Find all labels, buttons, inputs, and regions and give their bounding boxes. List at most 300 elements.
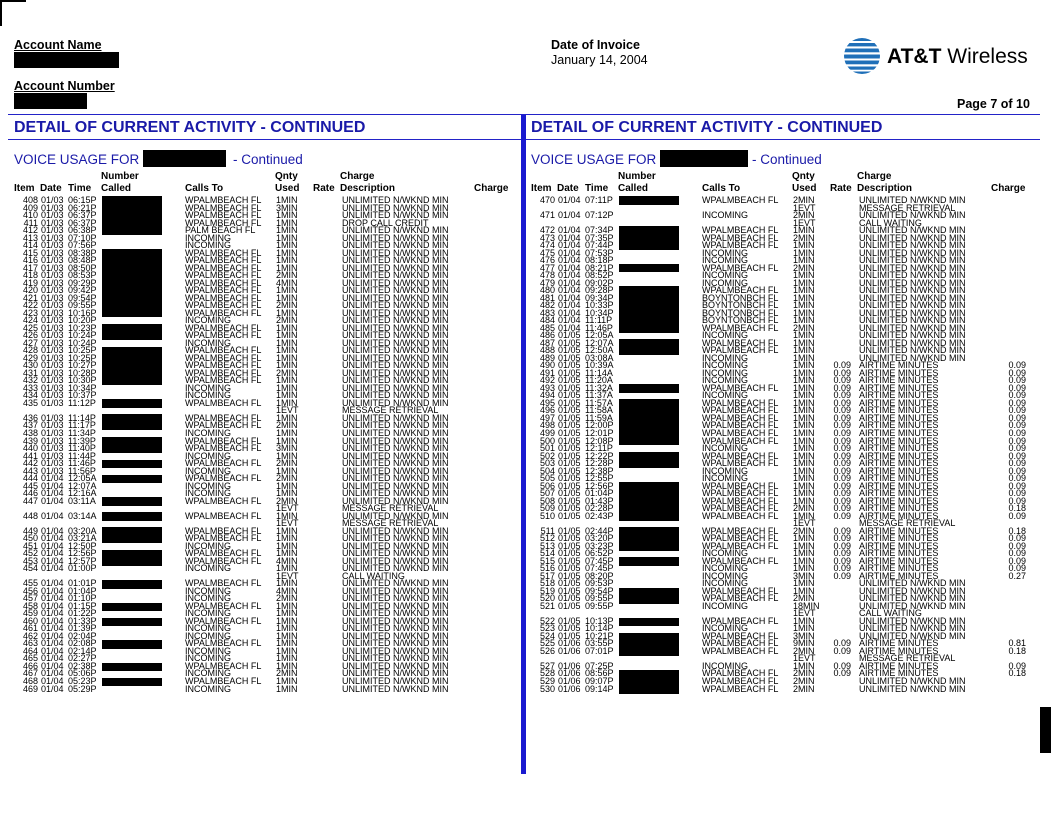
calls-to-cell: INCOMING [702,375,748,386]
qnty-cell: 1MIN [276,292,298,303]
date-cell: 01/04 [41,615,64,626]
qnty-cell: 1MIN [793,533,815,544]
date-cell: 01/05 [558,510,581,521]
time-cell: 01:00P [68,563,97,574]
date-cell: 01/04 [41,533,64,544]
description-cell: UNLIMITED N/WKND MIN [342,352,449,363]
date-cell: 01/03 [41,232,64,243]
item-cell: 415 [22,247,38,258]
time-cell: 11:59A [585,412,613,423]
calls-to-cell: INCOMING [702,210,748,221]
corner-mark [0,0,26,2]
item-cell: 418 [22,270,38,281]
description-cell: UNLIMITED N/WKND MIN [342,232,449,243]
calls-to-cell: WPALMBEACH FL [702,405,779,416]
date-cell: 01/05 [558,330,581,341]
time-cell: 10:16P [68,307,97,318]
date-cell: 01/05 [558,540,581,551]
date-cell: 01/03 [41,247,64,258]
description-cell: AIRTIME MINUTES [859,533,939,544]
col-header-charge: Charge [991,183,1026,194]
calls-to-cell: WPALMBEACH FL [185,435,262,446]
description-cell: AIRTIME MINUTES [859,638,939,649]
calls-to-cell: WPALMBEACH FL [702,412,779,423]
att-globe-icon [843,37,881,75]
calls-to-cell: INCOMING [702,277,748,288]
time-cell: 01:04P [585,488,614,499]
date-cell: 01/05 [558,488,581,499]
calls-to-cell: WPALMBEACH FL [702,540,779,551]
calls-to-cell: WPALMBEACH FL [702,262,779,273]
rate-cell: 0.09 [833,360,851,371]
calls-to-cell: INCOMING [185,488,231,499]
col-header-date: Date [557,183,579,194]
qnty-cell: 1MIN [793,390,815,401]
qnty-cell: 1MIN [793,435,815,446]
description-cell: UNLIMITED N/WKND MIN [342,488,449,499]
charge-cell: 0.09 [1008,473,1026,484]
item-cell: 482 [539,300,555,311]
description-cell: UNLIMITED N/WKND MIN [859,585,966,596]
qnty-cell: 1MIN [793,330,815,341]
item-cell: 498 [539,420,555,431]
date-cell: 01/03 [41,300,64,311]
item-cell: 527 [539,660,555,671]
date-cell: 01/05 [558,397,581,408]
calls-to-cell: BOYNTONBCH FL [702,307,779,318]
description-cell: UNLIMITED N/WKND MIN [859,615,966,626]
item-cell: 513 [539,540,555,551]
qnty-cell: 4MIN [276,585,298,596]
voice-usage-continued-right: - Continued [752,152,822,167]
date-cell: 01/05 [558,458,581,469]
time-cell: 11:46P [68,458,96,469]
description-cell: UNLIMITED N/WKND MIN [342,262,449,273]
date-cell: 01/05 [558,480,581,491]
qnty-cell: 1MIN [276,360,298,371]
qnty-cell: 1MIN [793,225,815,236]
time-cell: 12:16A [68,488,97,499]
time-cell: 12:08P [585,435,614,446]
calls-to-cell: BOYNTONBCH FL [702,300,779,311]
item-cell: 442 [22,458,38,469]
rate-cell: 0.09 [833,443,851,454]
item-cell: 469 [22,683,38,694]
calls-to-cell: WPALMBEACH FL [702,345,779,356]
item-cell: 443 [22,465,38,476]
account-name-label: Account Name [14,38,102,52]
description-cell: UNLIMITED N/WKND MIN [342,638,449,649]
qnty-cell: 1MIN [793,292,815,303]
calls-to-cell: WPALMBEACH FL [185,300,262,311]
rate-cell: 0.09 [833,412,851,423]
time-cell: 12:50P [68,540,97,551]
calls-to-cell: WPALMBEACH FL [185,217,262,228]
description-cell: UNLIMITED N/WKND MIN [342,337,449,348]
item-cell: 434 [22,390,38,401]
time-cell: 03:23P [585,540,614,551]
qnty-cell: 1MIN [793,480,815,491]
item-cell: 486 [539,330,555,341]
redacted-number-called [619,339,679,355]
date-cell: 01/03 [41,382,64,393]
charge-cell: 0.09 [1008,405,1026,416]
date-cell: 01/04 [41,683,64,694]
item-cell: 490 [539,360,555,371]
time-cell: 03:55P [585,638,614,649]
rate-cell: 0.09 [833,570,851,581]
calls-to-cell: WPALMBEACH FL [185,277,262,288]
account-number-label: Account Number [14,79,115,93]
calls-to-cell: BOYNTONBCH FL [702,292,779,303]
description-cell: UNLIMITED N/WKND MIN [859,277,966,288]
description-cell: UNLIMITED N/WKND MIN [342,473,449,484]
calls-to-cell: WPALMBEACH FL [185,412,262,423]
time-cell: 09:55P [585,600,614,611]
redacted-number-called [102,640,162,649]
date-cell: 01/05 [558,337,581,348]
col-header-description: Description [857,183,913,194]
date-cell: 01/05 [558,345,581,356]
qnty-cell: 1MIN [276,653,298,664]
time-cell: 01:22P [68,608,97,619]
description-cell: UNLIMITED N/WKND MIN [342,247,449,258]
redacted-number-called [102,663,162,672]
qnty-cell: 2MIN [793,525,815,536]
time-cell: 01:15P [68,600,97,611]
date-cell: 01/05 [558,495,581,506]
time-cell: 01:01P [68,578,97,589]
item-cell: 477 [539,262,555,273]
qnty-cell: 1MIN [276,232,298,243]
time-cell: 12:22P [585,450,614,461]
calls-to-cell: WPALMBEACH FL [185,615,262,626]
time-cell: 06:21P [68,202,97,213]
date-cell: 01/04 [558,307,581,318]
qnty-cell: 1MIN [276,307,298,318]
item-cell: 445 [22,480,38,491]
calls-to-cell: INCOMING [702,563,748,574]
qnty-cell: 1MIN [793,255,815,266]
qnty-cell: 1MIN [793,578,815,589]
qnty-cell: 1MIN [276,330,298,341]
item-cell: 461 [22,623,38,634]
description-cell: UNLIMITED N/WKND MIN [342,270,449,281]
rate-cell: 0.09 [833,473,851,484]
charge-cell: 0.09 [1008,390,1026,401]
date-cell: 01/04 [558,262,581,273]
att-wireless-logo: AT&T Wireless [887,45,1028,68]
time-cell: 03:08A [585,352,614,363]
item-cell: 419 [22,277,38,288]
description-cell: AIRTIME MINUTES [859,443,939,454]
charge-cell: 0.09 [1008,660,1026,671]
date-cell: 01/04 [41,488,64,499]
description-cell: AIRTIME MINUTES [859,435,939,446]
qnty-cell: 2MIN [276,367,298,378]
qnty-cell: 1MIN [276,217,298,228]
charge-cell: 0.09 [1008,488,1026,499]
description-cell: UNLIMITED N/WKND MIN [342,585,449,596]
table-row [0,495,520,506]
item-cell: 500 [539,435,555,446]
description-cell: AIRTIME MINUTES [859,510,939,521]
calls-to-cell: WPALMBEACH FL [185,660,262,671]
item-cell: 458 [22,600,38,611]
qnty-cell: 1MIN [793,495,815,506]
item-cell: 497 [539,412,555,423]
item-cell: 429 [22,352,38,363]
date-cell: 01/03 [41,322,64,333]
col-header-time: Time [585,183,609,194]
description-cell: UNLIMITED N/WKND MIN [342,367,449,378]
item-cell: 412 [22,225,38,236]
time-cell: 07:12P [585,210,614,221]
description-cell: UNLIMITED N/WKND MIN [342,608,449,619]
time-cell: 10:21P [585,630,614,641]
description-cell: UNLIMITED N/WKND MIN [342,676,449,686]
date-cell: 01/06 [558,668,581,679]
section-title-right: DETAIL OF CURRENT ACTIVITY - CONTINUED [531,119,883,136]
description-cell: UNLIMITED N/WKND MIN [342,653,449,664]
description-cell: UNLIMITED N/WKND MIN [342,420,449,431]
item-cell: 518 [539,578,555,589]
qnty-cell: 1EVT [276,405,299,416]
section-title-left: DETAIL OF CURRENT ACTIVITY - CONTINUED [14,119,366,136]
qnty-cell: 1MIN [276,615,298,626]
item-cell: 422 [22,300,38,311]
charge-cell: 0.27 [1008,570,1026,581]
calls-to-cell: WPALMBEACH FL [702,420,779,431]
item-cell: 411 [23,217,38,228]
description-cell: AIRTIME MINUTES [859,420,939,431]
item-cell: 491 [539,367,555,378]
time-cell: 10:39A [585,360,614,371]
calls-to-cell: WPALMBEACH FL [702,525,779,536]
item-cell: 484 [539,315,555,326]
item-cell: 464 [22,645,38,656]
qnty-cell: 2MIN [793,262,815,273]
time-cell: 07:34P [585,225,614,236]
calls-to-cell: WPALMBEACH FL [185,210,262,221]
date-cell: 01/03 [41,330,64,341]
description-cell: UNLIMITED N/WKND MIN [342,630,449,641]
calls-to-cell: INCOMING [185,593,231,604]
calls-to-cell: INCOMING [185,450,231,461]
time-cell: 09:55P [68,300,97,311]
item-cell: 473 [539,232,555,243]
calls-to-cell: INCOMING [185,315,231,326]
item-cell: 450 [22,533,38,544]
description-cell: UNLIMITED N/WKND MIN [342,683,449,694]
calls-to-cell: INCOMING [702,578,748,589]
description-cell: UNLIMITED N/WKND MIN [342,480,449,491]
item-cell: 530 [539,683,555,694]
charge-cell: 0.09 [1008,480,1026,491]
time-cell: 11:34P [68,427,96,438]
description-cell: UNLIMITED N/WKND MIN [342,510,449,521]
time-cell: 12:05A [68,473,97,484]
date-cell: 01/05 [558,427,581,438]
qnty-cell: 1MIN [793,360,815,371]
time-cell: 09:53P [585,578,614,589]
redacted-number-called [102,414,162,430]
time-cell: 12:28P [585,458,614,469]
redacted-voice-number-left [143,150,226,167]
item-cell: 425 [22,322,38,333]
date-cell: 01/04 [41,563,64,574]
redacted-number-called [102,437,162,453]
time-cell: 12:07A [68,480,97,491]
time-cell: 01:10P [68,593,97,604]
qnty-cell: 1MIN [276,337,298,348]
description-cell: AIRTIME MINUTES [859,488,939,499]
time-cell: 11:11P [585,315,613,326]
calls-to-cell: WPALMBEACH FL [185,307,262,318]
calls-to-cell: INCOMING [702,600,748,611]
time-cell: 11:39P [68,435,96,446]
date-cell: 01/04 [41,638,64,649]
time-cell: 11:40P [68,443,96,454]
item-cell: 467 [22,668,38,679]
qnty-cell: 1MIN [793,382,815,393]
date-cell: 01/03 [41,225,64,236]
calls-to-cell: INCOMING [185,540,231,551]
description-cell: UNLIMITED N/WKND MIN [342,435,449,446]
item-cell: 454 [22,563,38,574]
description-cell: UNLIMITED N/WKND MIN [859,292,966,303]
charge-cell: 0.09 [1008,427,1026,438]
col-header-used: Used [275,183,300,194]
time-cell: 09:02P [585,277,614,288]
calls-to-cell: WPALMBEACH FL [702,510,779,521]
redacted-number-called [102,618,162,627]
item-cell: 462 [22,630,38,641]
calls-to-cell: WPALMBEACH FL [702,683,779,694]
description-cell: UNLIMITED N/WKND MIN [342,615,449,626]
table-row [0,510,520,521]
time-cell: 12:38P [585,465,614,476]
calls-to-cell: WPALMBEACH FL [702,668,779,679]
qnty-cell: 1MIN [793,420,815,431]
description-cell: UNLIMITED N/WKND MIN [342,292,449,303]
item-cell: 512 [539,533,555,544]
qnty-cell: 4MIN [276,555,298,566]
calls-to-cell: INCOMING [185,623,231,634]
qnty-cell: 1EVT [793,202,816,213]
item-cell: 506 [539,480,555,491]
time-cell: 10:25P [68,345,97,356]
description-cell: UNLIMITED N/WKND MIN [342,555,449,566]
description-cell: AIRTIME MINUTES [859,360,939,371]
qnty-cell: 4MIN [276,277,298,288]
date-cell: 01/05 [558,465,581,476]
date-cell: 01/05 [558,435,581,446]
calls-to-cell: INCOMING [185,563,231,574]
description-cell: UNLIMITED N/WKND MIN [342,465,449,476]
qnty-cell: 1MIN [793,315,815,326]
description-cell: UNLIMITED N/WKND MIN [342,322,449,333]
redacted-number-called [102,497,162,506]
date-cell: 01/03 [41,397,64,408]
description-cell: UNLIMITED N/WKND MIN [342,315,449,326]
time-cell: 02:38P [68,660,97,671]
charge-cell: 0.09 [1008,435,1026,446]
calls-to-cell: INCOMING [185,240,231,251]
date-cell: 01/05 [558,473,581,484]
charge-cell: 0.09 [1008,533,1026,544]
date-cell: 01/05 [558,555,581,566]
date-cell: 01/06 [558,660,581,671]
qnty-cell: 2MIN [276,473,298,484]
redacted-number-called [619,527,679,551]
time-cell: 06:15P [68,195,97,205]
item-cell: 408 [22,195,38,205]
item-cell: 519 [539,585,555,596]
time-cell: 07:10P [68,232,97,243]
qnty-cell: 1MIN [793,465,815,476]
calls-to-cell: INCOMING [185,608,231,619]
item-cell: 420 [22,285,38,296]
item-cell: 485 [539,322,555,333]
usage-table-right [517,197,1037,693]
date-cell: 01/04 [558,322,581,333]
qnty-cell: 1MIN [793,615,815,626]
qnty-cell: 2MIN [276,458,298,469]
date-cell: 01/04 [558,315,581,326]
description-cell: UNLIMITED N/WKND MIN [859,307,966,318]
qnty-cell: 1MIN [793,540,815,551]
date-cell: 01/04 [41,473,64,484]
item-cell: 448 [22,510,38,521]
qnty-cell: 1MIN [276,210,298,221]
redacted-number-called [102,550,162,566]
rate-cell: 0.09 [833,668,851,679]
description-cell: UNLIMITED N/WKND MIN [342,382,449,393]
description-cell: AIRTIME MINUTES [859,458,939,469]
item-cell: 471 [539,210,555,221]
time-cell: 09:14P [585,683,614,694]
date-cell: 01/03 [41,270,64,281]
col-header-used: Used [792,183,817,194]
calls-to-cell: INCOMING [702,570,748,581]
date-cell: 01/04 [41,645,64,656]
redacted-number-called [619,557,679,566]
time-cell: 07:56P [68,240,97,251]
calls-to-cell: WPALMBEACH FL [702,495,779,506]
item-cell: 479 [539,277,555,288]
date-cell: 01/03 [41,412,64,423]
qnty-cell: 1MIN [793,548,815,559]
qnty-cell: 2MIN [793,645,815,656]
calls-to-cell: INCOMING [185,390,231,401]
description-cell: UNLIMITED N/WKND MIN [859,578,966,589]
qnty-cell: 1MIN [276,322,298,333]
calls-to-cell: WPALMBEACH FL [185,270,262,281]
col-header-called: Called [618,183,649,194]
description-cell: UNLIMITED N/WKND MIN [342,330,449,341]
description-cell: UNLIMITED N/WKND MIN [342,390,449,401]
description-cell: AIRTIME MINUTES [859,563,939,574]
date-cell: 01/06 [558,676,581,686]
redacted-number-called [102,603,162,612]
qnty-cell: 1MIN [793,247,815,258]
date-cell: 01/05 [558,623,581,634]
qnty-cell: 3MIN [793,570,815,581]
item-cell: 440 [22,443,38,454]
qnty-cell: 2MIN [276,668,298,679]
time-cell: 07:01P [585,645,614,656]
